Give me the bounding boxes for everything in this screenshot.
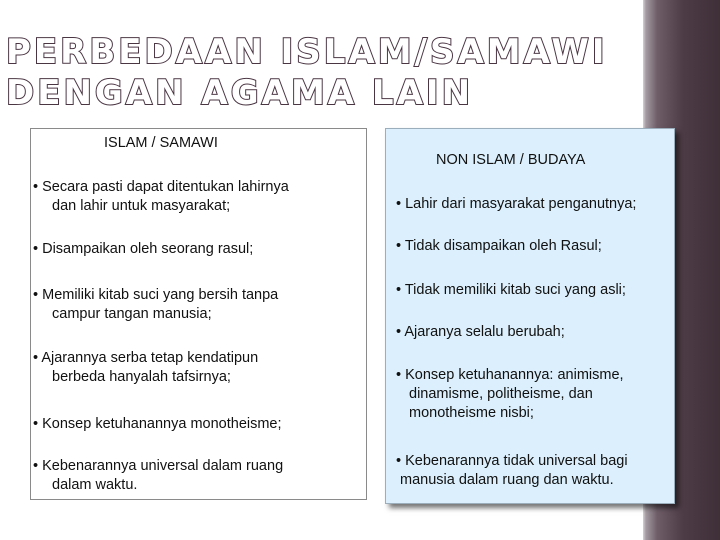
bullet: • — [396, 324, 402, 340]
right-item-6 — [396, 452, 628, 490]
left-item-4 — [33, 349, 258, 387]
left-item-1 — [33, 178, 289, 216]
right-item-3 — [396, 281, 626, 300]
left-item-3 — [33, 286, 278, 324]
bullet: • — [33, 458, 39, 474]
item-text-continued: campur tangan manusia; — [52, 306, 212, 322]
right-item-2 — [396, 237, 602, 256]
bullet: • — [33, 241, 39, 257]
left-item-6 — [33, 457, 283, 495]
item-text: Disampaikan oleh seorang rasul; — [42, 241, 254, 257]
bullet: • — [396, 367, 402, 383]
item-text: Kebenarannya tidak universal bagi — [405, 453, 628, 469]
right-item-5 — [396, 366, 624, 423]
left-item-2 — [33, 240, 253, 259]
item-text: Konsep ketuhanannya monotheisme; — [42, 416, 282, 432]
item-text: Konsep ketuhanannya: animisme, — [405, 367, 624, 383]
bullet: • — [33, 350, 39, 366]
item-text-continued: manusia dalam ruang dan waktu. — [400, 472, 614, 488]
item-text-continued: dan lahir untuk masyarakat; — [52, 198, 231, 214]
non-islam-budaya-box — [385, 128, 675, 504]
item-text: Tidak memiliki kitab suci yang asli; — [404, 282, 626, 298]
bullet: • — [396, 282, 402, 298]
item-text-continued: dalam waktu. — [52, 477, 138, 493]
left-item-5 — [33, 415, 282, 434]
item-text-continued: dinamisme, politheisme, dan — [409, 386, 593, 402]
item-text-continued: berbeda hanyalah tafsirnya; — [52, 369, 231, 385]
item-text: Kebenarannya universal dalam ruang — [42, 458, 284, 474]
bullet: • — [396, 238, 402, 254]
item-text: Lahir dari masyarakat penganutnya; — [405, 196, 637, 212]
right-item-1 — [396, 195, 636, 214]
bullet: • — [396, 196, 402, 212]
slide-title — [6, 32, 608, 114]
slide-title-line-2: DENGAN AGAMA LAIN — [6, 73, 474, 113]
item-text: Memiliki kitab suci yang bersih tanpa — [42, 287, 279, 303]
bullet: • — [33, 416, 39, 432]
bullet: • — [396, 453, 402, 469]
bullet: • — [33, 287, 39, 303]
item-text: Ajarannya serba tetap kendatipun — [41, 350, 259, 366]
slide-title-line-1: PERBEDAAN ISLAM/SAMAWI — [6, 32, 608, 72]
item-text: Tidak disampaikan oleh Rasul; — [404, 238, 602, 254]
non-islam-budaya-heading: NON ISLAM / BUDAYA — [436, 152, 586, 168]
right-item-4 — [396, 323, 565, 342]
islam-samawi-heading: ISLAM / SAMAWI — [104, 135, 218, 151]
item-text-continued: monotheisme nisbi; — [409, 405, 534, 421]
bullet: • — [33, 179, 39, 195]
item-text: Ajaranya selalu berubah; — [404, 324, 565, 340]
islam-samawi-box — [30, 128, 367, 500]
item-text: Secara pasti dapat ditentukan lahirnya — [42, 179, 289, 195]
